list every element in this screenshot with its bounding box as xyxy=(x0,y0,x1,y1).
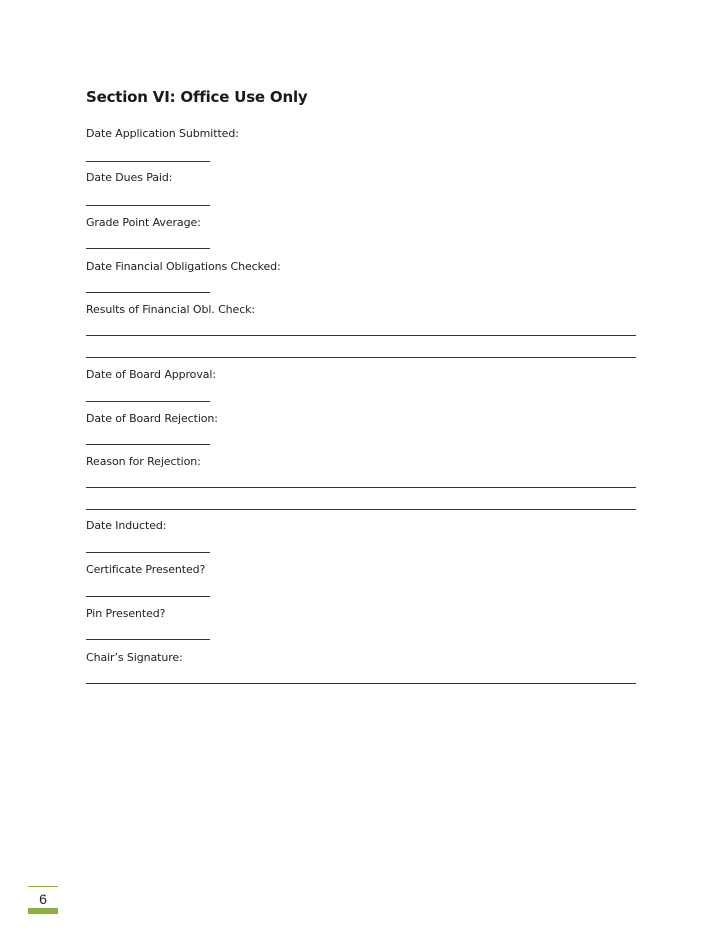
blank-reason-for-rejection-line-2[interactable] xyxy=(86,509,636,510)
label-results-financial-check: Results of Financial Obl. Check: xyxy=(86,303,256,316)
blank-results-financial-check-line-1[interactable] xyxy=(86,335,636,336)
blank-date-financial-obligations-checked[interactable] xyxy=(86,292,210,293)
label-date-financial-obligations-checked: Date Financial Obligations Checked: xyxy=(86,260,281,273)
blank-date-dues-paid[interactable] xyxy=(86,205,210,206)
blank-reason-for-rejection-line-1[interactable] xyxy=(86,487,636,488)
blank-date-inducted[interactable] xyxy=(86,552,210,553)
blank-date-application-submitted[interactable] xyxy=(86,161,210,162)
label-date-application-submitted: Date Application Submitted: xyxy=(86,127,239,140)
label-chairs-signature: Chair’s Signature: xyxy=(86,651,183,664)
blank-date-board-rejection[interactable] xyxy=(86,444,210,445)
section-title: Section VI: Office Use Only xyxy=(86,88,308,106)
blank-pin-presented[interactable] xyxy=(86,639,210,640)
label-pin-presented: Pin Presented? xyxy=(86,607,166,620)
label-reason-for-rejection: Reason for Rejection: xyxy=(86,455,201,468)
label-grade-point-average: Grade Point Average: xyxy=(86,216,201,229)
label-certificate-presented: Certificate Presented? xyxy=(86,563,206,576)
blank-results-financial-check-line-2[interactable] xyxy=(86,357,636,358)
label-date-inducted: Date Inducted: xyxy=(86,519,167,532)
page-number: 6 xyxy=(28,886,58,909)
blank-date-board-approval[interactable] xyxy=(86,401,210,402)
page-number-accent-bar xyxy=(28,908,58,914)
label-date-dues-paid: Date Dues Paid: xyxy=(86,171,173,184)
blank-certificate-presented[interactable] xyxy=(86,596,210,597)
label-date-board-approval: Date of Board Approval: xyxy=(86,368,216,381)
blank-chairs-signature[interactable] xyxy=(86,683,636,684)
blank-grade-point-average[interactable] xyxy=(86,248,210,249)
label-date-board-rejection: Date of Board Rejection: xyxy=(86,412,218,425)
